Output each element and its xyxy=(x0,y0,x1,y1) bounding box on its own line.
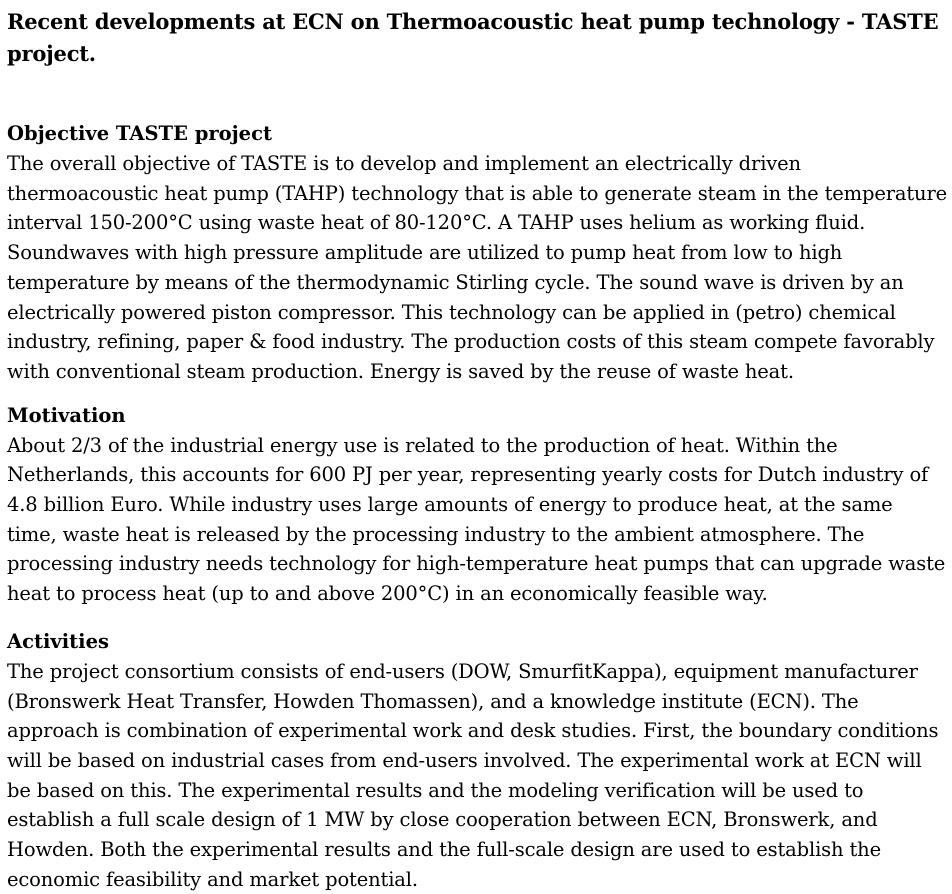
document-page xyxy=(7,6,947,894)
section-body-activities: The project consortium consists of end-users (DOW, SmurfitKappa), equipment manufacturer (Bronswerk Heat Transfer, Howden Thomassen), and a knowledge institute (ECN). The approach is combination of experimental work and desk studies. First, the boundary conditions will be based on industrial cases from end-users involved. The experimental work at ECN will be based on this. The experimental results and the modeling verification will be used to establish a full scale design of 1 MW by close cooperation between ECN, Bronswerk, and Howden. Both the experimental results and the full-scale design are used to establish the economic feasibility and market potential. xyxy=(7,659,939,891)
document-title: Recent developments at ECN on Thermoacoustic heat pump technology - TASTE project. xyxy=(7,9,939,66)
section-motivation xyxy=(7,401,947,609)
section-heading-objective: Objective TASTE project xyxy=(7,122,272,145)
section-activities xyxy=(7,627,947,894)
section-objective xyxy=(7,119,947,387)
section-body-objective: The overall objective of TASTE is to develop and implement an electrically driven thermoacoustic heat pump (TAHP) technology that is able to generate steam in the temperature interval 150-200°C using waste heat of 80-120°C. A TAHP uses helium as working fluid. Soundwaves with high pressure amplitude are utilized to pump heat from low to high temperature by means of the thermodynamic Stirling cycle. The sound wave is driven by an electrically powered piston compressor. This technology can be applied in (petro) chemical industry, refining, paper & food industry. The production costs of this steam compete favorably with conventional steam production. Energy is saved by the reuse of waste heat. xyxy=(7,152,948,383)
section-heading-motivation: Motivation xyxy=(7,403,126,427)
section-body-motivation: About 2/3 of the industrial energy use is related to the production of heat. Within the Netherlands, this accounts for 600 PJ per year, representing yearly costs for Dutch industry of 4.8 billion Euro. While industry uses large amounts of energy to produce heat, at the same time, waste heat is released by the processing industry to the ambient atmosphere. The processing industry needs technology for high-temperature heat pumps that can upgrade waste heat to process heat (up to and above 200°C) in an economically feasible way. xyxy=(7,433,946,606)
section-heading-activities: Activities xyxy=(7,629,109,653)
